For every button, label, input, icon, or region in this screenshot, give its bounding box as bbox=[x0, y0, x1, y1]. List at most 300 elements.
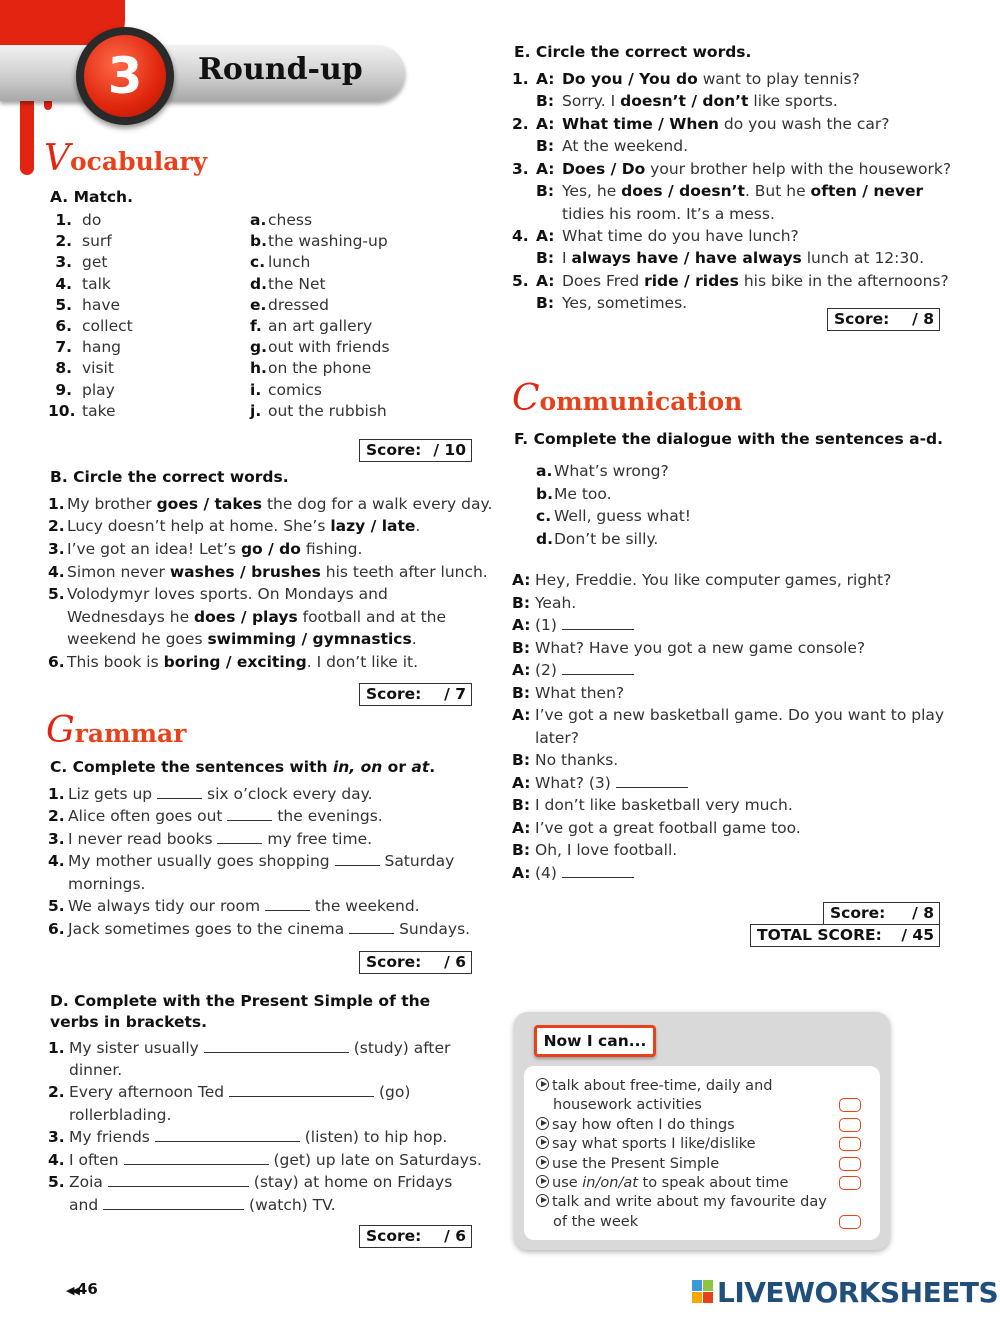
sentence-item bbox=[48, 805, 383, 827]
match-word: visit bbox=[82, 359, 114, 378]
dialogue-text: No thanks. bbox=[535, 751, 619, 769]
dialogue-line bbox=[512, 637, 865, 659]
sentence-text: dinner. bbox=[69, 1061, 123, 1079]
sentence-item bbox=[48, 873, 145, 895]
speaker: A: bbox=[536, 70, 555, 88]
can-do-item bbox=[536, 1116, 735, 1135]
sentence-text: six o’clock every day. bbox=[202, 785, 373, 803]
match-item-left bbox=[48, 294, 120, 316]
dialogue-blank[interactable] bbox=[562, 616, 634, 630]
dialogue-line bbox=[512, 659, 634, 681]
option-letter: a. bbox=[536, 462, 553, 480]
match-item-right bbox=[250, 315, 372, 337]
unit-number: 3 bbox=[84, 35, 166, 117]
dialogue-text: What? (3) bbox=[535, 773, 611, 792]
item-number: 1. bbox=[512, 70, 529, 88]
can-do-item bbox=[536, 1077, 772, 1096]
item-number: 3. bbox=[512, 160, 529, 178]
verb-item bbox=[48, 1081, 410, 1103]
sentence-text: At the weekend. bbox=[562, 137, 688, 155]
speaker: B: bbox=[512, 841, 531, 859]
speaker: B: bbox=[536, 182, 555, 200]
speaker: A: bbox=[512, 773, 531, 792]
match-item-right bbox=[250, 273, 326, 295]
sentence-text: Sundays. bbox=[394, 920, 471, 938]
dialogue-line bbox=[512, 704, 944, 726]
verb-item bbox=[48, 1059, 122, 1081]
section-title-communication: Communication bbox=[512, 378, 743, 419]
score-box-e: Score: / 8 bbox=[827, 308, 940, 331]
sentence-text: . I don’t like it. bbox=[306, 653, 419, 671]
sentence-text: rollerblading. bbox=[69, 1106, 172, 1124]
item-number: 4. bbox=[55, 274, 72, 293]
match-phrase: the washing-up bbox=[268, 232, 388, 251]
dialogue-line bbox=[512, 292, 687, 314]
option-item bbox=[536, 460, 669, 482]
speaker: B: bbox=[536, 137, 555, 155]
preposition-blank[interactable] bbox=[227, 807, 272, 821]
dialogue-text: (1) bbox=[535, 616, 557, 634]
item-number: 5. bbox=[512, 272, 529, 290]
task-e-title: E. Circle the correct words. bbox=[514, 43, 752, 61]
dialogue-blank[interactable] bbox=[562, 864, 634, 878]
preposition-blank[interactable] bbox=[265, 897, 310, 911]
sentence-text: his bike in the afternoons? bbox=[738, 272, 949, 290]
circle-item bbox=[48, 651, 418, 673]
sentence-text: do you wash the car? bbox=[718, 115, 890, 133]
dialogue-line bbox=[512, 749, 618, 771]
sentence-text: tidies his room. It’s a mess. bbox=[562, 205, 775, 223]
match-item-left bbox=[48, 273, 111, 295]
item-number: 3. bbox=[55, 253, 72, 272]
sentence-text: My sister usually bbox=[69, 1039, 204, 1057]
item-number: 2. bbox=[55, 232, 72, 251]
sentence-text: lunch at 12:30. bbox=[801, 249, 925, 267]
dialogue-line bbox=[512, 614, 634, 636]
item-letter: a. bbox=[250, 211, 267, 229]
speaker: A: bbox=[512, 706, 531, 724]
match-word: hang bbox=[82, 338, 121, 357]
speaker: A: bbox=[536, 272, 555, 290]
match-word: get bbox=[82, 253, 108, 272]
word-choice[interactable]: Do you / You do bbox=[562, 70, 698, 88]
speaker: A: bbox=[512, 863, 531, 882]
dialogue-line bbox=[512, 135, 688, 157]
match-item-left bbox=[48, 315, 133, 337]
sentence-text: Zoia bbox=[69, 1173, 108, 1191]
sentence-text: Saturday bbox=[379, 852, 455, 870]
sentence-item bbox=[48, 828, 372, 850]
match-word: have bbox=[82, 295, 121, 314]
speaker: A: bbox=[512, 616, 531, 634]
sentence-text: . bbox=[415, 517, 421, 535]
match-phrase: chess bbox=[268, 211, 313, 229]
item-number: 4. bbox=[48, 563, 65, 581]
match-word: take bbox=[82, 401, 116, 420]
match-word: play bbox=[82, 380, 115, 399]
play-circle-icon bbox=[536, 1194, 549, 1207]
sentence-text: I’ve got an idea! Let’s bbox=[67, 540, 241, 558]
item-number: 5. bbox=[55, 295, 72, 314]
self-check-box[interactable] bbox=[839, 1118, 861, 1132]
item-number: 3. bbox=[48, 540, 65, 558]
match-phrase: an art gallery bbox=[268, 317, 373, 335]
sentence-text: want to play tennis? bbox=[697, 70, 860, 88]
liveworksheets-logo[interactable]: LIVEWORKSHEETS bbox=[692, 1276, 998, 1309]
preposition-blank[interactable] bbox=[335, 852, 380, 866]
match-phrase: lunch bbox=[268, 253, 311, 272]
sentence-text: mornings. bbox=[68, 875, 146, 893]
play-circle-icon bbox=[536, 1117, 549, 1130]
sentence-item bbox=[48, 850, 454, 872]
item-number: 9. bbox=[55, 380, 72, 399]
section-title-vocabulary: Vocabulary bbox=[44, 138, 208, 179]
speaker: A: bbox=[536, 160, 555, 178]
dialogue-text: I don’t like basketball very much. bbox=[535, 796, 793, 814]
sentence-text: What time do you have lunch? bbox=[562, 227, 799, 245]
circle-item bbox=[48, 606, 446, 628]
can-do-text: in/on/at bbox=[582, 1175, 638, 1191]
sentence-text: I never read books bbox=[68, 830, 218, 848]
sentence-text: Liz gets up bbox=[68, 785, 158, 803]
verb-item bbox=[48, 1104, 171, 1126]
match-item-right bbox=[250, 294, 329, 316]
task-d-title-line2: verbs in brackets. bbox=[50, 1013, 208, 1031]
verb-blank[interactable] bbox=[229, 1083, 374, 1097]
sentence-text: Every afternoon Ted bbox=[69, 1083, 230, 1101]
play-circle-icon bbox=[536, 1156, 549, 1169]
match-item-right bbox=[250, 251, 310, 273]
sentence-text: (get) up late on Saturdays. bbox=[268, 1151, 482, 1169]
section-title-grammar: Grammar bbox=[46, 710, 187, 751]
speaker: A: bbox=[512, 571, 531, 589]
match-phrase: the Net bbox=[268, 274, 326, 293]
can-do-text: use the Present Simple bbox=[552, 1155, 720, 1172]
item-number: 3. bbox=[48, 830, 65, 848]
word-choice[interactable]: always have / have always bbox=[571, 249, 802, 267]
can-do-text: use bbox=[552, 1175, 583, 1191]
dialogue-line bbox=[512, 862, 634, 884]
item-number: 8. bbox=[55, 359, 72, 378]
word-choice[interactable]: ride / rides bbox=[644, 272, 739, 290]
item-number: 1. bbox=[48, 1039, 65, 1057]
circle-item bbox=[48, 515, 420, 537]
match-item-right bbox=[250, 357, 371, 379]
sentence-text: Alice often goes out bbox=[68, 807, 228, 825]
option-letter: c. bbox=[536, 507, 552, 525]
match-phrase: out the rubbish bbox=[268, 401, 387, 420]
rewind-icon: ◀◀ bbox=[66, 1284, 77, 1297]
dialogue-text: Hey, Freddie. You like computer games, right? bbox=[535, 571, 892, 589]
speaker: B: bbox=[512, 683, 531, 702]
can-do-text: to speak about time bbox=[637, 1175, 789, 1191]
sentence-text: like sports. bbox=[748, 92, 838, 110]
match-item-left bbox=[48, 209, 101, 231]
sentence-text: This book is bbox=[67, 653, 164, 671]
dialogue-blank[interactable] bbox=[562, 661, 634, 675]
option-letter: b. bbox=[536, 484, 553, 503]
word-choice[interactable]: often / never bbox=[810, 182, 924, 200]
sentence-text: his teeth after lunch. bbox=[320, 563, 488, 581]
match-item-left bbox=[48, 379, 115, 401]
sentence-text: (study) after bbox=[348, 1039, 451, 1057]
page-number: ◀◀46 bbox=[66, 1280, 98, 1298]
can-do-item bbox=[536, 1135, 756, 1154]
play-circle-icon bbox=[536, 1175, 549, 1188]
sentence-text: I bbox=[562, 249, 572, 267]
sentence-text: (go) bbox=[374, 1083, 411, 1101]
dialogue-text: (4) bbox=[535, 863, 557, 882]
match-word: talk bbox=[82, 274, 111, 293]
item-number: 7. bbox=[55, 338, 72, 357]
total-score-box: TOTAL SCORE: / 45 bbox=[750, 924, 940, 947]
dialogue-blank[interactable] bbox=[616, 774, 688, 788]
task-f-title: F. Complete the dialogue with the sentences a-d. bbox=[514, 430, 943, 448]
dialogue-text: What then? bbox=[535, 683, 625, 702]
verb-blank[interactable] bbox=[204, 1039, 349, 1053]
circle-item bbox=[48, 628, 417, 650]
task-a-title: A. Match. bbox=[50, 188, 133, 206]
match-item-right bbox=[250, 230, 388, 252]
play-circle-icon bbox=[536, 1078, 549, 1091]
match-item-right bbox=[250, 379, 322, 401]
sentence-text: . But he bbox=[744, 182, 811, 200]
can-do-item bbox=[536, 1174, 788, 1193]
match-phrase: out with friends bbox=[268, 338, 390, 357]
dialogue-line bbox=[512, 270, 949, 292]
item-letter: d. bbox=[250, 274, 267, 293]
match-item-right bbox=[250, 400, 387, 422]
dialogue-line bbox=[512, 592, 576, 614]
verb-item bbox=[48, 1171, 452, 1193]
sentence-item bbox=[48, 918, 470, 940]
match-word: surf bbox=[82, 232, 112, 251]
score-box-c: Score: / 6 bbox=[359, 951, 472, 974]
verb-item bbox=[48, 1194, 336, 1216]
word-choice[interactable]: go / do bbox=[240, 540, 301, 558]
dialogue-line bbox=[512, 90, 838, 112]
word-choice[interactable]: does / plays bbox=[194, 608, 298, 626]
can-do-item bbox=[536, 1213, 638, 1232]
item-letter: i. bbox=[250, 380, 262, 399]
verb-item bbox=[48, 1149, 482, 1171]
can-do-item bbox=[536, 1096, 702, 1115]
speaker: B: bbox=[512, 638, 531, 657]
sentence-text: (listen) to hip hop. bbox=[299, 1128, 448, 1146]
sentence-text: My friends bbox=[69, 1128, 155, 1146]
item-number: 2. bbox=[512, 115, 529, 133]
sentence-item bbox=[48, 895, 420, 917]
item-number: 4. bbox=[48, 1151, 65, 1169]
word-choice[interactable]: washes / brushes bbox=[169, 563, 321, 581]
can-do-text: housework activities bbox=[553, 1097, 702, 1114]
sentence-text: the evenings. bbox=[272, 807, 383, 825]
item-number: 5. bbox=[48, 1173, 65, 1191]
item-number: 2. bbox=[48, 1083, 65, 1101]
circle-item bbox=[48, 493, 492, 515]
preposition-blank[interactable] bbox=[157, 785, 202, 799]
option-letter: d. bbox=[536, 529, 553, 548]
dialogue-line bbox=[512, 68, 860, 90]
word-choice[interactable]: doesn’t / don’t bbox=[620, 92, 749, 110]
match-phrase: dressed bbox=[268, 295, 329, 314]
can-do-text: say how often I do things bbox=[552, 1116, 735, 1133]
verb-blank[interactable] bbox=[108, 1173, 249, 1187]
dialogue-line bbox=[512, 839, 677, 861]
match-item-left bbox=[48, 400, 116, 422]
dialogue-line bbox=[512, 569, 891, 591]
play-circle-icon bbox=[536, 1136, 549, 1149]
word-choice[interactable]: boring / exciting bbox=[163, 653, 307, 671]
sentence-text: football and at the bbox=[297, 608, 447, 626]
unit-badge bbox=[76, 27, 174, 125]
can-do-text: talk and write about my favourite day bbox=[552, 1194, 827, 1211]
dialogue-line bbox=[512, 203, 775, 225]
dialogue-line bbox=[512, 180, 923, 202]
item-number: 4. bbox=[48, 852, 65, 870]
speaker: B: bbox=[536, 92, 555, 110]
word-choice[interactable]: lazy / late bbox=[330, 517, 416, 535]
dialogue-line bbox=[512, 817, 801, 839]
item-number: 10. bbox=[48, 401, 76, 420]
sentence-text: My mother usually goes shopping bbox=[68, 852, 335, 870]
sentence-text: your brother help with the housework? bbox=[645, 160, 952, 178]
preposition-blank[interactable] bbox=[217, 830, 262, 844]
word-choice[interactable]: Does / Do bbox=[562, 160, 646, 178]
sentence-text: (watch) TV. bbox=[244, 1196, 336, 1214]
match-item-left bbox=[48, 357, 114, 379]
self-check-box[interactable] bbox=[839, 1137, 861, 1151]
item-number: 6. bbox=[48, 920, 65, 938]
score-box-b: Score: / 7 bbox=[359, 683, 472, 706]
dialogue-text: Oh, I love football. bbox=[535, 841, 678, 859]
sentence-text: Does Fred bbox=[562, 272, 645, 290]
can-do-item bbox=[536, 1155, 719, 1174]
item-number: 5. bbox=[48, 897, 65, 915]
dialogue-line bbox=[512, 772, 688, 794]
dialogue-text: I’ve got a new basketball game. Do you want to play bbox=[535, 706, 945, 724]
item-number: 6. bbox=[55, 317, 72, 335]
circle-item bbox=[48, 561, 488, 583]
sentence-text: Jack sometimes goes to the cinema bbox=[68, 920, 350, 938]
sentence-item bbox=[48, 783, 373, 805]
item-letter: c. bbox=[250, 253, 266, 272]
item-letter: j. bbox=[250, 401, 262, 420]
dialogue-line bbox=[512, 794, 793, 816]
sentence-text: my free time. bbox=[262, 830, 373, 848]
dialogue-text: later? bbox=[535, 728, 580, 747]
dialogue-line bbox=[512, 158, 951, 180]
dialogue-text: I’ve got a great football game too. bbox=[535, 818, 801, 837]
sentence-text: We always tidy our room bbox=[68, 897, 265, 915]
word-choice[interactable]: does / doesn’t bbox=[621, 182, 745, 200]
match-item-left bbox=[48, 230, 112, 252]
task-b-title: B. Circle the correct words. bbox=[50, 468, 289, 486]
sentence-text: I often bbox=[69, 1151, 124, 1169]
item-number: 3. bbox=[48, 1128, 65, 1146]
sentence-text: the dog for a walk every day. bbox=[262, 495, 493, 513]
dialogue-text: Yeah. bbox=[535, 593, 577, 612]
option-item bbox=[536, 528, 658, 550]
self-check-box[interactable] bbox=[839, 1098, 861, 1112]
self-check-box[interactable] bbox=[839, 1215, 861, 1229]
option-text: Me too. bbox=[554, 484, 612, 503]
task-d-title-line1: D. Complete with the Present Simple of the bbox=[50, 992, 431, 1010]
speaker: B: bbox=[512, 751, 531, 769]
speaker: A: bbox=[536, 115, 555, 133]
preposition-blank[interactable] bbox=[349, 920, 394, 934]
option-text: Don’t be silly. bbox=[554, 529, 659, 548]
can-do-text: of the week bbox=[553, 1213, 639, 1230]
word-choice[interactable]: goes / takes bbox=[156, 495, 263, 513]
dialogue-line bbox=[512, 682, 624, 704]
speaker: A: bbox=[512, 818, 531, 837]
option-text: What’s wrong? bbox=[554, 462, 669, 480]
speaker: B: bbox=[512, 796, 531, 814]
self-check-box[interactable] bbox=[839, 1176, 861, 1190]
match-item-right bbox=[250, 209, 312, 231]
dialogue-line bbox=[512, 727, 579, 749]
option-item bbox=[536, 483, 612, 505]
sentence-text: Wednesdays he bbox=[67, 608, 195, 626]
self-check-box[interactable] bbox=[839, 1157, 861, 1171]
item-number: 5. bbox=[48, 585, 65, 603]
dialogue-line bbox=[512, 247, 924, 269]
score-box-f: Score: / 8 bbox=[823, 902, 940, 925]
can-do-text: talk about free-time, daily and bbox=[552, 1078, 773, 1094]
sentence-text: Yes, sometimes. bbox=[562, 294, 688, 312]
liveworksheets-icon bbox=[692, 1280, 714, 1304]
sentence-text: the weekend. bbox=[310, 897, 420, 915]
verb-blank[interactable] bbox=[155, 1128, 300, 1142]
score-box-d: Score: / 6 bbox=[359, 1225, 472, 1248]
word-choice[interactable]: What time / When bbox=[562, 115, 719, 133]
match-word: do bbox=[82, 211, 102, 229]
match-item-right bbox=[250, 336, 390, 358]
option-text: Well, guess what! bbox=[554, 507, 691, 525]
item-number: 1. bbox=[48, 495, 65, 513]
sentence-text: Lucy doesn’t help at home. She’s bbox=[67, 517, 331, 535]
sentence-text: and bbox=[69, 1196, 104, 1214]
page-title: Round-up bbox=[198, 52, 363, 87]
dialogue-line bbox=[512, 113, 890, 135]
verb-blank[interactable] bbox=[124, 1151, 269, 1165]
word-choice[interactable]: swimming / gymnastics bbox=[207, 630, 412, 648]
sentence-text: . bbox=[411, 630, 417, 648]
sentence-text: weekend he goes bbox=[67, 630, 208, 648]
dialogue-line bbox=[512, 225, 799, 247]
item-letter: f. bbox=[250, 317, 262, 335]
speaker: B: bbox=[536, 294, 555, 312]
item-letter: b. bbox=[250, 232, 267, 251]
task-c-title: C. Complete the sentences with in, on or at. bbox=[50, 758, 436, 776]
match-phrase: comics bbox=[268, 380, 323, 399]
option-item bbox=[536, 505, 691, 527]
match-item-left bbox=[48, 251, 107, 273]
item-letter: h. bbox=[250, 359, 267, 378]
item-number: 2. bbox=[48, 807, 65, 825]
match-phrase: on the phone bbox=[268, 359, 372, 378]
circle-item bbox=[48, 583, 388, 605]
circle-item bbox=[48, 538, 362, 560]
speaker: B: bbox=[536, 249, 555, 267]
sentence-text: Simon never bbox=[67, 563, 170, 581]
item-number: 1. bbox=[55, 211, 72, 229]
speaker: B: bbox=[512, 593, 531, 612]
can-do-text: say what sports I like/dislike bbox=[552, 1136, 756, 1153]
score-box-a: Score: / 10 bbox=[359, 439, 472, 462]
verb-blank[interactable] bbox=[103, 1196, 244, 1210]
